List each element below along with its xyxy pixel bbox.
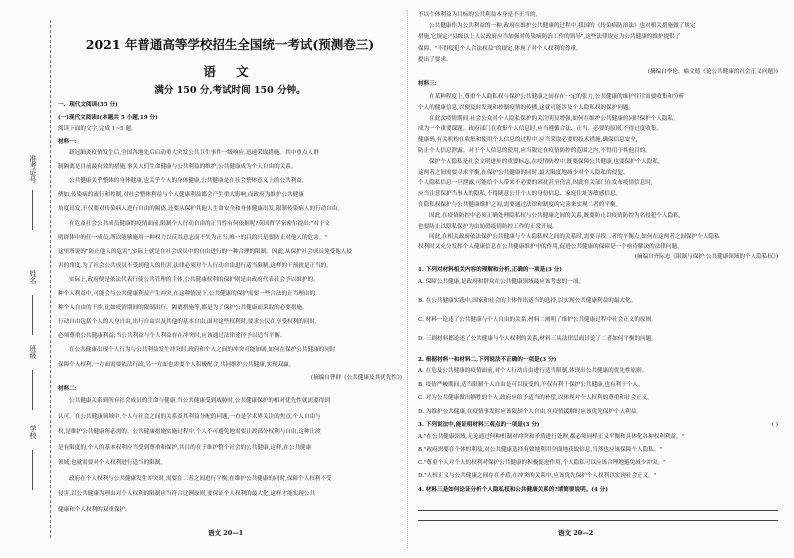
paragraph-line: 不以个体利益为目标的公共利益本身是不正当的,	[418, 12, 538, 18]
subsection-heading: (一)现代文阅读Ⅰ(本题共 5 小题,19 分)	[58, 115, 158, 121]
paragraph-line: 政府在个人权利与公共健康发生冲突时,需要在二者之间进行平衡,在维护公共健康的同时,保障个人权利不受	[69, 475, 332, 482]
paragraph-line: 个人隐私信息一旦泄露,可能给个人带来不必要的困扰甚至伤害,因此有关部门在发布疫情信息时,	[418, 180, 653, 187]
right-column	[418, 0, 778, 558]
paragraph-line: 保障个人权利,一方面需要依法行政,另一方面也需要个人积极配合,共同维护公共健康,实现双赢。	[58, 361, 295, 368]
material1-source: (摘编自曹群《公共健康及其优先性》)	[310, 375, 402, 381]
paragraph-line: 这两者之间需要寻求平衡,在保护公共健康的同时,最大限度地减少对个人隐私的侵犯。	[418, 169, 629, 176]
exam-title: 2021 年普通高等学校招生全国统一考试(预测卷三)	[85, 37, 375, 52]
score-time: 满分 150 分,考试时间 150 分钟。	[154, 85, 306, 96]
paragraph-line: 也要防止以隐私保护为由妨碍疫情防控工作的正常开展。	[418, 223, 558, 230]
paragraph-line: 公共健康作为公共利益的一种,政府在维护公共健康的过程中,我国的《传染病防治法》也对相关措施做了规定	[429, 23, 696, 30]
paragraph-line: 保护个人隐私是社会文明进步的重要标志,在疫情防控中,既要保障公共健康,也要保护个人隐私,	[429, 158, 660, 165]
fill-line	[32, 295, 33, 335]
label-name: 姓名	[29, 270, 37, 284]
material3-source: (摘编自齐际忠《限制与保护:公共健康领域的个人隐私权》)	[634, 254, 778, 260]
paragraph-line: 这里所说的"防止他人的危害",实际上就是在社会成员中的自由进行的一种合理的限制。因此,从保护社会成员免受他人侵	[58, 248, 352, 255]
binding-margin	[0, 0, 50, 558]
option-line: A. 在危及公共健康的疫情面前,对个人行动自由进行适当限制,体现出公共健康的优先性原则。	[418, 368, 648, 374]
paragraph-line: 是有限度的,个人的基本权利应当受到尊重和保护,其目的在于维护整个社会的公共健康,这样,在公共健康	[58, 444, 312, 451]
page-footer-right: 语文 20—2	[558, 529, 594, 537]
paragraph-line: 个人的健康信息,以便及时发现和控制疫情的传播,这就可能涉及个人隐私权的保护问题。	[418, 104, 635, 111]
material3-heading: 材料三:	[418, 81, 437, 87]
paragraph-line: 实际上,政府便是依法代表行使公共管理的主体,公共健康权利的保护则是由政府代表社会予以维护的。	[69, 276, 319, 283]
paragraph-line: 明群体中的任一成员,所以能够施用一种权力以反其意志而不失为正当,唯一的目的只是要防止对他人的危害。"	[58, 234, 328, 241]
paragraph-line: 认可。在公共健康领域中,个人与社会之间的关系及其利益分配的问题,一直是学术界关注的焦点,个人自由与	[58, 413, 321, 420]
paragraph-line: 制隔离是目前最有效的措施,事关人们生命健康与公共利益的维护,公共健康成为个人自由的关系。	[58, 164, 297, 171]
column-divider	[407, 10, 408, 548]
paragraph-line: 侵害,以公共健康为理由对个人权利的限制应当符合比例原则,要保证个人权利的最大化,这样才能实现公共	[58, 491, 316, 497]
option-line: B. 疫情严峻期间,适当限制个人自由是可以接受的,不仅有利于保护公共健康,也有利于个人。	[418, 381, 644, 388]
binding-dashed-line	[50, 20, 51, 538]
page-footer-left: 语文 20—1	[208, 529, 244, 537]
option-line: D. 为维护公共健康,在疫情事发时应该限制个人自由,在疫情缓解时应该优先保护个人利益。	[418, 408, 642, 415]
paragraph-line: 必须尊重公共健康利益;当公共利益与个人利益存在冲突时,应该通过法律途径予以适当平衡。	[58, 333, 286, 340]
paragraph-line: 领域,也就需要对个人权利进行适当的限制。	[58, 460, 167, 466]
paragraph-line: 在危及社会公共成员健康的疫情面前,限制个人行动自由的正当性有何依据呢?英国哲学家密尔提出:"对于文	[69, 220, 330, 227]
paragraph-line: 成为一个重要课题。政府部门在收集个人信息时,应当遵循合法、正当、必要的原则,不得过度收集。	[418, 126, 663, 133]
fill-line	[32, 450, 33, 490]
paragraph-line: 新冠肺炎疫情发生后,全国各地先后启动重大突发公共卫生事件一级响应,迅速采取措施。其中重点人群	[69, 150, 319, 156]
paragraph-line: 在公共健康出现个人行为与公共利益发生冲突时,政府和个人之间的冲突可能加剧,如何在保护公共健康的同时	[69, 347, 336, 354]
answer-blank: ( )	[771, 422, 778, 428]
option-line: D. 三则材料都论述了公共健康与个人权利的关系,材料三从法律层面讨论了二者如何平衡的问题。	[418, 336, 657, 342]
paragraph-line: 角度出发,不仅要对传染病人进行自由的隔离,还要从保护其他人生命安全和身体健康出发,限制传染病人的行动自由。	[58, 206, 344, 213]
label-exam-number: 准考证号	[29, 155, 37, 183]
paragraph-line: 措施,它规定:"县级以上人民政府应当加强对传染病防治工作的领导",这些法律规定为公共健康的维护提供了	[418, 34, 681, 41]
question-4: 4. 材料三是如何论证分析个人隐私权和公共健康关系的?请简要说明。(4 分)	[418, 487, 609, 493]
label-class: 班级	[29, 345, 37, 359]
left-column	[58, 0, 402, 558]
paragraph-line: 行动自由包括个人的人身自由,出行自由以及其他的基本自由,面对这些权利时,要求公民在享受权利的同时,	[58, 319, 317, 326]
fill-line	[32, 190, 33, 230]
paragraph-line: 保障。"不得侵犯个人合法权益"的规定,体现了对个人权利的尊重。	[418, 45, 582, 52]
question-1: 1. 下列对材料相关内容的理解和分析,正确的一项是(3 分)	[418, 267, 562, 273]
paragraph-line: 在隐私权保护与公共健康维护之间,需要通过法律和制度的完善来实现二者的平衡。	[418, 202, 622, 208]
option-line: A."在公共健康领域,无论通过何种机制对冲突和矛盾进行处理,都必须同样正义平衡和具体化各种权利利益。"	[418, 434, 685, 440]
section-heading: 一、现代文阅读(35 分)	[58, 102, 118, 108]
paragraph-line: 害的角度,为了社会公共成员不受到他人的伤害,法律必须对个人行动自由进行适当限制,这样的干预就是正当的。	[58, 262, 332, 269]
paragraph-line: 种个人自由的干涉,比如疫情期间的限制出行、隔离措施等,都是为了保护公共健康而采取的必要措施。	[58, 305, 308, 312]
fill-line	[32, 370, 33, 410]
label-school: 学校	[29, 425, 37, 439]
question-2: 2. 根据材料一和材料二,下列说法不正确的一项是(3 分)	[418, 357, 557, 363]
subject-title: 语 文	[203, 64, 257, 79]
paragraph-line: 防止个人信息泄露。对于个人信息的使用,应当限定在疫情防控的范围之内,不得用于其他目的。	[418, 148, 651, 154]
paragraph-line: 例如,传染病的流行和控制,对社会整体利益与个人健康利益都会产生重大影响,而政府为维护公共健康	[58, 192, 304, 199]
option-line: B. 在公共健康实践中,国家和社会的主体作出适当的选择,以实现公共健康利益的最大化。	[418, 298, 637, 304]
paragraph-line: 权,是维护公共健康所必需的。公共健康措施实施过程中,个人不可避免地需要让渡部分权利与自由,这种让渡	[58, 429, 321, 435]
option-line: B."政府需要在个体的利益,对公共健康选择有效地利用全面地获取信息,当然也应该保障个人隐私。"	[418, 447, 662, 453]
material1-heading: 材料一:	[58, 139, 77, 145]
material3-tail: 同此,在相关政府依法保护公共健康与个人隐私权之间的关系时,需要寻找二者的平衡点,如何在这两者之间保护个人隐私	[429, 234, 720, 240]
paragraph-line: 种个人利益中,可能会与公共健康利益产生冲突,在这种情况下,公共健康的保护需要一些合法的正当理由的	[58, 291, 316, 297]
option-line: C. 对为公共健康做出牺牲的个人,政府应给予适当的补偿,以体现对个人权利的尊重和社会正义。	[418, 395, 653, 401]
answer-line	[418, 520, 778, 521]
paragraph-line: 健康和个人权利的双重保护。	[58, 506, 131, 513]
paragraph-line: 在某种程度上,尊重个人隐私权与保护公共健康之间存在一定的张力,公共健康的维护往往需要收集和分析	[429, 94, 685, 100]
option-line: C."尊重个人对个人的权利对保护公共健康的积极促进作用,个人隐私可以应该合理地避免减少冲突。"	[418, 460, 666, 466]
paragraph-line: 公共健康关乎整体的身体健康,也关乎个人的身体健康,公共健康是在社会整体意义上的公共利益。	[69, 178, 308, 185]
material3-tail-2: 权利时又充分发挥个人健康信息在公共健康维护中的作用,促进公共健康的保障是一个亟待解决的法律问题。	[418, 244, 683, 250]
paragraph-line: 在此次疫情期间,社会公众对个人隐私保护的关注明显增强,如何在维护公共健康的同时保护个人隐私,	[429, 115, 675, 122]
paragraph-line: 应当注意保护当事人的隐私,不得随意公开个人的身份信息、家庭住址等敏感信息。	[418, 191, 622, 198]
instruction: 阅读下面的文字,完成 1~5 题。	[58, 126, 137, 132]
paragraph-line: 健康码,有关机构在收集和使用个人信息的过程中,应当采取必要的技术措施,确保信息安全,	[418, 137, 638, 144]
option-line: A. 保障公共健康,是政府和群众在公共健康领域最应该考虑的一项。	[418, 279, 584, 285]
option-line: D."人权正义与公共健康之间存在矛盾,在冲突的关系中,应该优先保护个人权利以实现社会正义。"	[418, 473, 657, 479]
question-3: 3. 下列说法中,能证明材料三观点的一项是(3 分)	[418, 422, 540, 428]
material2-heading: 材料二:	[58, 386, 77, 392]
option-line: C. 材料一论述了公共健康与个人自由的关系,材料二阐明了维护公共健康过程中社会正义的原则。	[418, 317, 657, 323]
material2-source: (摘编自李伦、喻文德《论公共健康的社会正义问题》)	[647, 69, 778, 75]
paragraph-line: 因此,在疫情防控中必须正确处理隐私权与公共健康之间的关系,既要防止以疫情防控为名侵犯个人隐私,	[429, 212, 681, 219]
paragraph-line: 公共健康关系到所有社会成员的生命与健康,当公共健康受到威胁时,公共健康保护的相对优先性就需要得到	[69, 398, 330, 404]
paragraph-line: 提出了要求。	[418, 56, 452, 63]
answer-line	[418, 510, 778, 511]
